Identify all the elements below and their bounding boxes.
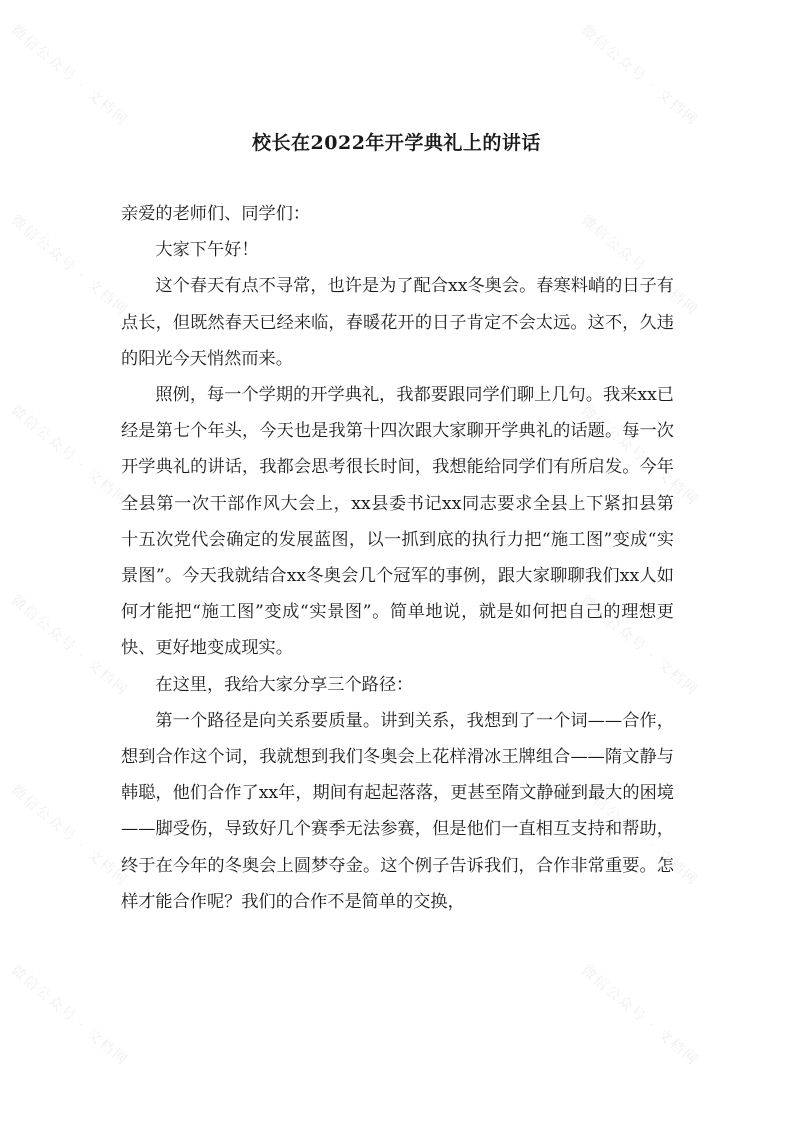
document-title: 校长在2022年开学典礼上的讲话: [252, 132, 541, 154]
watermark: 微信公众号 · 文档网: [7, 592, 131, 700]
paragraph-opening-ceremony: 照例，每一个学期的开学典礼，我都要跟同学们聊上几句。我来xx已经是第七个年头，今天也是我第十四次跟大家聊开学典礼的话题。每一次开学典礼的讲话，我都会思考很长时间，我想能给同学们有所启发。今年全县第一次干部作风大会上，xx县委书记xx同志要求全县上下紧扣县第十五次党代会确定的发展蓝图，以一抓到底的执行力把“施工图”变成“实景图”。今天我就结合xx冬奥会几个冠军的事例，跟大家聊聊我们xx人如何才能把“施工图”变成“实景图”。简单地说，就是如何把自己的理想更快、更好地变成现实。: [121, 385, 674, 659]
paragraph-spring: 这个春天有点不寻常，也许是为了配合xx冬奥会。春寒料峭的日子有点长，但既然春天已经来临，春暖花开的日子肯定不会太远。这不，久违的阳光今天悄然而来。: [121, 276, 674, 369]
paragraph-greeting: 大家下午好！: [155, 240, 259, 261]
watermark: 微信公众号 · 文档网: [7, 782, 131, 890]
watermark: 微信公众号 · 文档网: [577, 22, 701, 130]
salutation: 亲爱的老师们、同学们：: [121, 204, 311, 224]
watermark: 微信公众号 · 文档网: [7, 22, 131, 130]
watermark: 微信公众号 · 文档网: [577, 402, 701, 510]
watermark: 微信公众号 · 文档网: [577, 592, 701, 700]
paragraph-three-paths: 在这里，我给大家分享三个路径：: [155, 674, 414, 695]
watermark: 微信公众号 · 文档网: [7, 212, 131, 320]
watermark: 微信公众号 · 文档网: [7, 402, 131, 510]
watermark: 微信公众号 · 文档网: [577, 962, 701, 1070]
watermark: 微信公众号 · 文档网: [7, 962, 131, 1070]
watermark: 微信公众号 · 文档网: [577, 212, 701, 320]
document-body: [121, 196, 674, 920]
paragraph-first-path: 第一个路径是向关系要质量。讲到关系，我想到了一个词——合作，想到合作这个词，我就想到我们冬奥会上花样滑冰王牌组合——隋文静与韩聪，他们合作了xx年，期间有起起落落，更甚至隋文静碰到最大的困境——脚受伤，导致好几个赛季无法参赛，但是他们一直相互支持和帮助，终于在今年的冬奥会上圆梦夺金。这个例子告诉我们，合作非常重要。怎样才能合作呢？我们的合作不是简单的交换，: [121, 710, 674, 912]
watermark: 微信公众号 · 文档网: [577, 782, 701, 890]
